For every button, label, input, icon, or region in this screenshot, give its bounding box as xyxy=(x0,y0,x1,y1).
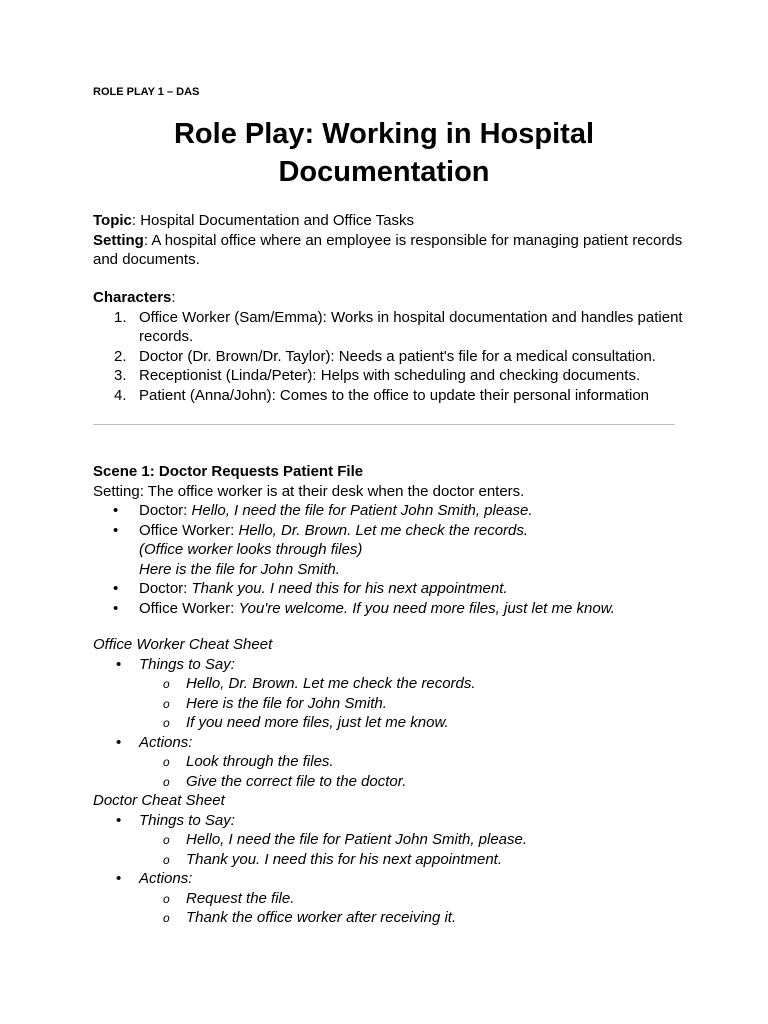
sheet-item-text: Give the correct file to the doctor. xyxy=(186,772,407,790)
topic-text: : Hospital Documentation and Office Tasks xyxy=(131,212,414,229)
sheet-group-label xyxy=(93,733,683,753)
speaker: Office Worker: xyxy=(139,521,239,539)
characters-heading xyxy=(93,288,683,308)
sheet-item-text: Hello, I need the file for Patient John Smith, please. xyxy=(186,831,528,848)
characters-list xyxy=(93,308,683,406)
dialogue-line xyxy=(93,521,683,580)
character-number: 4. xyxy=(114,386,127,404)
intro-section xyxy=(93,211,683,270)
section-divider xyxy=(93,424,675,425)
circle-bullet-icon: o xyxy=(163,677,170,691)
sheet-item-text: Thank the office worker after receiving it. xyxy=(186,909,457,926)
group-label-text: Actions: xyxy=(139,733,193,751)
speaker: Doctor: xyxy=(139,502,192,519)
sheet-item-text: Look through the files. xyxy=(186,753,334,770)
sheet-item-text: If you need more files, just let me know. xyxy=(186,714,449,731)
dialogue-line xyxy=(93,599,683,619)
characters-label: Characters xyxy=(93,289,172,306)
sheet-item xyxy=(93,908,683,928)
bullet-icon: • xyxy=(113,599,119,617)
dialogue-text: Thank you. I need this for his next appointment. xyxy=(191,580,508,597)
circle-bullet-icon: o xyxy=(163,774,170,789)
bullet-icon: • xyxy=(116,733,122,751)
bullet-icon: • xyxy=(116,870,122,887)
sheet-item xyxy=(93,694,683,714)
group-label-text: Things to Say: xyxy=(139,655,235,673)
sheet-item xyxy=(93,713,683,733)
dialogue-list xyxy=(93,501,683,618)
character-text: Patient (Anna/John): Comes to the office to update their personal information xyxy=(139,386,650,404)
sheet-item xyxy=(93,830,683,850)
bullet-icon: • xyxy=(113,580,119,597)
character-number: 2. xyxy=(114,347,127,365)
circle-bullet-icon: o xyxy=(163,696,170,711)
sheet-group-label xyxy=(93,655,683,675)
topic-label: Topic xyxy=(93,212,132,229)
sheet-item-text: Request the file. xyxy=(186,889,295,907)
bullet-icon: • xyxy=(116,655,122,673)
sheet-item xyxy=(93,752,683,772)
character-text: Receptionist (Linda/Peter): Helps with scheduling and checking documents. xyxy=(139,367,641,384)
scene1-title xyxy=(93,462,683,482)
dialogue-text: Here is the file for John Smith. xyxy=(139,560,340,578)
circle-bullet-icon: o xyxy=(163,911,170,925)
bullet-icon: • xyxy=(113,521,119,539)
speaker: Doctor: xyxy=(139,580,192,597)
dialogue-text: You're welcome. If you need more files, just let me know. xyxy=(238,599,615,617)
circle-bullet-icon: o xyxy=(163,716,170,730)
characters-section xyxy=(93,288,683,405)
circle-bullet-icon: o xyxy=(163,755,170,769)
character-text: Doctor (Dr. Brown/Dr. Taylor): Needs a patient's file for a medical consultation. xyxy=(139,347,656,365)
sheet-item-text: Hello, Dr. Brown. Let me check the records. xyxy=(186,675,476,692)
sheet-item-text: Thank you. I need this for his next appointment. xyxy=(186,850,503,868)
circle-bullet-icon: o xyxy=(163,852,170,867)
document-title: Role Play: Working in Hospital Documentation xyxy=(173,118,595,188)
group-label-text: Actions: xyxy=(139,870,193,887)
character-text: Office Worker (Sam/Emma): Works in hospital documentation and handles patient records. xyxy=(139,308,683,345)
sheet-item xyxy=(93,674,683,694)
bullet-icon: • xyxy=(113,502,119,519)
scene1-section xyxy=(93,462,683,618)
stage-direction: (Office worker looks through files) xyxy=(139,541,363,558)
sheet-group-label xyxy=(93,811,683,831)
circle-bullet-icon: o xyxy=(163,891,170,906)
sheet-title: Doctor Cheat Sheet xyxy=(93,792,225,809)
circle-bullet-icon: o xyxy=(163,833,170,847)
setting-line xyxy=(93,231,683,270)
scene1-title-text: Scene 1: Doctor Requests Patient File xyxy=(93,463,364,480)
setting-label: Setting xyxy=(93,231,144,249)
sheet-item-text: Here is the file for John Smith. xyxy=(186,694,387,712)
dialogue-line xyxy=(93,501,683,521)
characters-colon: : xyxy=(171,289,176,306)
cheat-sheets xyxy=(93,635,683,928)
bullet-icon: • xyxy=(116,811,122,829)
speaker: Office Worker: xyxy=(139,599,239,617)
setting-text: : A hospital office where an employee is responsible for managing patient records and documents. xyxy=(93,231,683,268)
dialogue-text: Hello, I need the file for Patient John Smith, please. xyxy=(191,502,533,519)
sheet-item xyxy=(93,772,683,792)
topic-line xyxy=(93,211,683,231)
character-item xyxy=(93,308,683,347)
sheet-item xyxy=(93,889,683,909)
document-header: ROLE PLAY 1 – DAS xyxy=(93,86,200,98)
group-label-text: Things to Say: xyxy=(139,811,235,829)
character-item xyxy=(93,386,683,406)
sheet-title: Office Worker Cheat Sheet xyxy=(93,636,273,653)
character-item xyxy=(93,347,683,367)
scene1-setting: Setting: The office worker is at their desk when the doctor enters. xyxy=(93,482,525,500)
character-number: 1. xyxy=(114,308,127,326)
dialogue-line xyxy=(93,579,683,599)
character-number: 3. xyxy=(114,367,127,384)
dialogue-text: Hello, Dr. Brown. Let me check the records. xyxy=(238,521,529,539)
character-item xyxy=(93,366,683,386)
sheet-group-label xyxy=(93,869,683,889)
sheet-item xyxy=(93,850,683,870)
